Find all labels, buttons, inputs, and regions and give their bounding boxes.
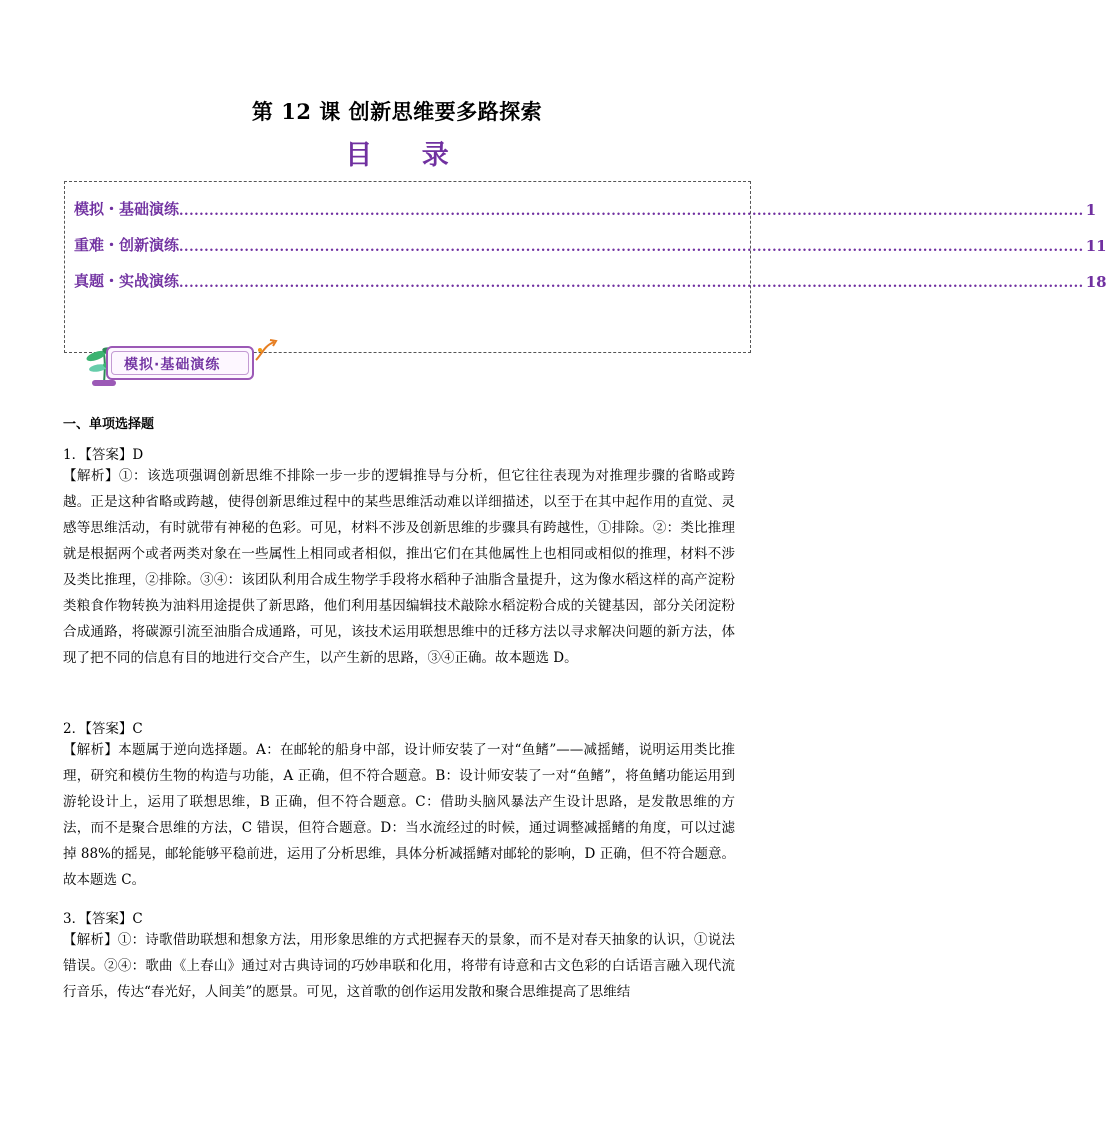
toc-entry-label: 重难・创新演练: [74, 236, 180, 254]
toc-entry-label: 真题・实战演练: [74, 272, 180, 290]
section-heading: 一、单项选择题: [63, 417, 155, 432]
toc-leader-dots: ....................................................................................................................................................................................: [179, 276, 1084, 291]
toc-entry-page: 1: [1085, 201, 1097, 219]
toc-entry[interactable]: [74, 234, 1107, 255]
table-of-contents: [64, 181, 1107, 353]
analysis-text: 本题属于逆向选择题。A：在邮轮的船身中部，设计师安装了一对“鱼鳍”——减摇鳍，说明运用类比推理，研究和模仿生物的构造与功能，A 正确，但不符合题意。B：设计师安装了一对“鱼鳍”，将鱼鳍功能运用到游轮设计上，运用了联想思维，B 正确，但不符合题意。C：借助头脑风暴法产生设计思路，是发散思维的方法，而不是聚合思维的方法，C 错误，但符合题意。D：当水流经过的时候，通过调整减摇鳍的角度，可以过滤掉 88%的摇晃，邮轮能够平稳前进，运用了分析思维，具体分析减摇鳍对邮轮的影响，D 正确，但不符合题意。故本题选 C。: [63, 742, 735, 888]
swirl-icon: [252, 336, 282, 364]
analysis-paragraph: [63, 463, 735, 671]
analysis-label: 【解析】: [63, 742, 119, 758]
lesson-title: 第 12 课 创新思维要多路探索: [251, 99, 543, 124]
toc-entry[interactable]: [74, 198, 1097, 219]
section-banner: [84, 338, 284, 390]
toc-entry[interactable]: [74, 270, 1107, 291]
answer-line: 3．【答案】C: [63, 911, 143, 927]
answer-line: 2．【答案】C: [63, 721, 143, 737]
answer-line: 1．【答案】D: [63, 447, 144, 463]
toc-leader-dots: ....................................................................................................................................................................................: [179, 240, 1084, 255]
analysis-text: ①：该选项强调创新思维不排除一步一步的逻辑推导与分析，但它往往表现为对推理步骤的省略或跨越。正是这种省略或跨越，使得创新思维过程中的某些思维活动难以详细描述，以至于在其中起作用的直觉、灵感等思维活动，有时就带有神秘的色彩。可见，材料不涉及创新思维的步骤具有跨越性，①排除。②：类比推理就是根据两个或者两类对象在一些属性上相同或者相似，推出它们在其他属性上也相同或相似的推理，材料不涉及类比推理，②排除。③④：该团队利用合成生物学手段将水稻种子油脂含量提升，这为像水稻这样的高产淀粉类粮食作物转换为油料用途提供了新思路，他们利用基因编辑技术敲除水稻淀粉合成的关键基因，部分关闭淀粉合成通路，将碳源引流至油脂合成通路，可见，该技术运用联想思维中的迁移方法以寻求解决问题的新方法，体现了把不同的信息有目的地进行交合产生，以产生新的思路，③④正确。故本题选 D。: [63, 468, 736, 666]
banner-label: 模拟·基础演练: [124, 357, 221, 373]
toc-entry-page: 11: [1085, 237, 1107, 255]
toc-heading: 目 录: [345, 140, 469, 171]
analysis-label: 【解析】: [63, 932, 118, 948]
toc-entry-label: 模拟・基础演练: [74, 200, 180, 218]
analysis-paragraph: [63, 927, 735, 1005]
toc-entry-page: 18: [1085, 273, 1107, 291]
analysis-label: 【解析】: [63, 468, 120, 484]
analysis-text: ①：诗歌借助联想和想象方法，用形象思维的方式把握春天的景象，而不是对春天抽象的认识，①说法错误。②④：歌曲《上春山》通过对古典诗词的巧妙串联和化用，将带有诗意和古文色彩的白话语言融入现代流行音乐，传达“春光好，人间美”的愿景。可见，这首歌的创作运用发散和聚合思维提高了思维结: [63, 932, 735, 1000]
toc-leader-dots: ....................................................................................................................................................................................: [179, 204, 1084, 219]
analysis-paragraph: [63, 737, 735, 893]
